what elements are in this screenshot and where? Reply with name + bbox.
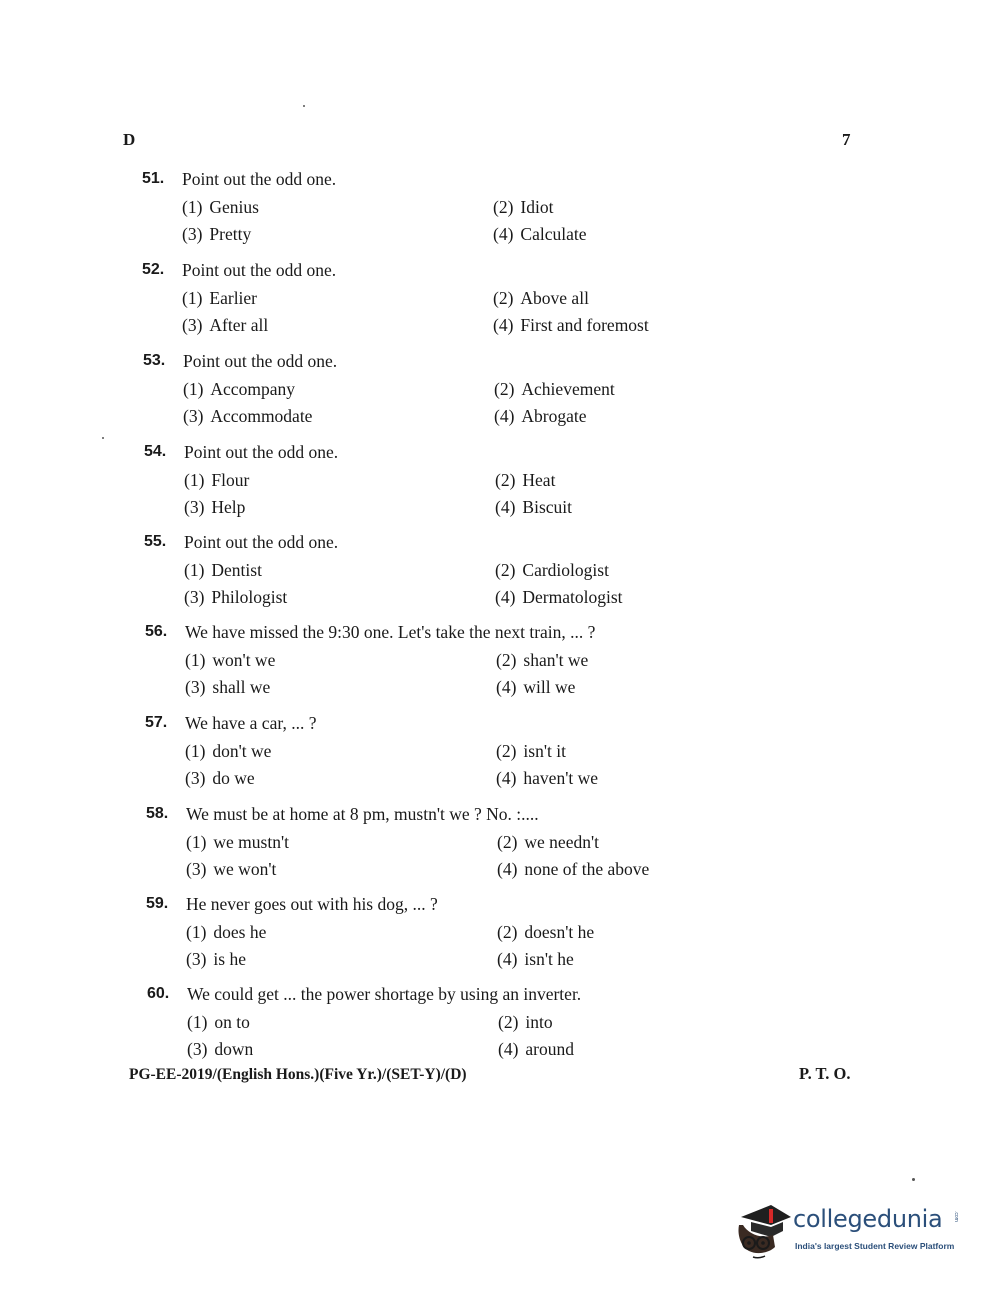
answer-option-1 <box>182 197 259 218</box>
option-number: (1) <box>182 288 203 308</box>
mascot-icon <box>733 1195 795 1261</box>
option-text: we mustn't <box>213 832 289 852</box>
option-text: Dermatologist <box>522 587 623 607</box>
question-text: We have a car, ... ? <box>185 713 317 733</box>
question-58 <box>146 805 846 895</box>
option-text: isn't it <box>523 741 566 761</box>
option-number: (2) <box>496 650 517 670</box>
scan-speck <box>912 1178 915 1181</box>
option-number: (3) <box>182 315 203 335</box>
answer-option-4 <box>493 315 649 336</box>
scan-speck <box>102 437 104 439</box>
option-number: (3) <box>185 677 206 697</box>
option-text: down <box>214 1039 254 1059</box>
option-text: we won't <box>213 859 277 879</box>
option-number: (4) <box>497 949 518 969</box>
answer-option-1 <box>184 470 249 491</box>
answer-option-3 <box>186 949 246 970</box>
option-number: (4) <box>496 677 517 697</box>
question-51 <box>142 170 842 260</box>
option-number: (4) <box>495 587 516 607</box>
question-56 <box>145 623 845 713</box>
option-number: (2) <box>495 560 516 580</box>
option-text: Accommodate <box>210 406 313 426</box>
option-number: (3) <box>186 859 207 879</box>
option-number: (2) <box>498 1012 519 1032</box>
answer-option-2 <box>493 197 553 218</box>
option-number: (2) <box>494 379 515 399</box>
answer-option-2 <box>495 560 609 581</box>
question-number: 51. <box>142 170 165 187</box>
answer-option-3 <box>185 768 255 789</box>
question-60 <box>147 985 847 1075</box>
option-text: First and foremost <box>520 315 649 335</box>
option-number: (2) <box>497 832 518 852</box>
option-number: (1) <box>187 1012 208 1032</box>
answer-option-4 <box>495 587 623 608</box>
option-number: (2) <box>496 741 517 761</box>
answer-option-4 <box>493 224 586 245</box>
answer-option-3 <box>182 315 268 336</box>
option-text: Philologist <box>211 587 288 607</box>
scan-speck <box>303 105 305 107</box>
question-text: We must be at home at 8 pm, mustn't we ? No. :.... <box>186 804 539 824</box>
answer-option-4 <box>496 768 598 789</box>
question-text: We have missed the 9:30 one. Let's take the next train, ... ? <box>185 622 596 642</box>
question-54 <box>144 443 844 533</box>
option-number: (3) <box>185 768 206 788</box>
question-52 <box>142 261 842 351</box>
option-text: Help <box>211 497 246 517</box>
option-number: (3) <box>183 406 204 426</box>
option-number: (1) <box>184 470 205 490</box>
option-text: we needn't <box>524 832 599 852</box>
answer-option-3 <box>184 497 245 518</box>
option-text: Pretty <box>209 224 252 244</box>
answer-option-4 <box>494 406 587 427</box>
option-number: (4) <box>493 315 514 335</box>
answer-option-2 <box>496 741 566 762</box>
option-text: shall we <box>212 677 271 697</box>
question-number: 55. <box>144 533 167 550</box>
answer-option-1 <box>187 1012 250 1033</box>
answer-option-4 <box>495 497 572 518</box>
option-text: don't we <box>212 741 272 761</box>
option-number: (2) <box>495 470 516 490</box>
question-57 <box>145 714 845 804</box>
option-number: (4) <box>498 1039 519 1059</box>
option-number: (2) <box>497 922 518 942</box>
option-number: (4) <box>495 497 516 517</box>
option-text: does he <box>213 922 267 942</box>
answer-option-4 <box>497 949 574 970</box>
question-number: 58. <box>146 805 169 822</box>
option-number: (1) <box>183 379 204 399</box>
question-text: Point out the odd one. <box>182 169 337 189</box>
question-number: 56. <box>145 623 168 640</box>
option-text: is he <box>213 949 246 969</box>
option-text: doesn't he <box>524 922 595 942</box>
question-text: He never goes out with his dog, ... ? <box>186 894 438 914</box>
question-53 <box>143 352 843 442</box>
option-number: (3) <box>184 497 205 517</box>
option-number: (2) <box>493 288 514 308</box>
answer-option-1 <box>184 560 262 581</box>
answer-option-3 <box>185 677 270 698</box>
option-number: (2) <box>493 197 514 217</box>
page-number: 7 <box>842 130 851 149</box>
option-text: Biscuit <box>522 497 572 517</box>
option-text: Achievement <box>521 379 615 399</box>
question-number: 60. <box>147 985 170 1002</box>
answer-option-3 <box>182 224 251 245</box>
question-59 <box>146 895 846 985</box>
option-text: Genius <box>209 197 259 217</box>
option-number: (4) <box>496 768 517 788</box>
answer-option-3 <box>184 587 287 608</box>
answer-option-1 <box>185 741 271 762</box>
answer-option-1 <box>182 288 257 309</box>
collegedunia-watermark <box>733 1195 963 1265</box>
option-number: (4) <box>493 224 514 244</box>
option-text: Cardiologist <box>522 560 609 580</box>
answer-option-1 <box>186 922 266 943</box>
brand-name: collegedunia <box>793 1205 943 1233</box>
option-text: Flour <box>211 470 250 490</box>
option-text: Accompany <box>210 379 295 399</box>
option-number: (1) <box>184 560 205 580</box>
option-text: Earlier <box>209 288 258 308</box>
answer-option-3 <box>186 859 276 880</box>
option-text: Idiot <box>520 197 554 217</box>
option-text: shan't we <box>523 650 589 670</box>
brand-tagline: India's largest Student Review Platform <box>795 1241 955 1251</box>
answer-option-1 <box>186 832 289 853</box>
option-text: Calculate <box>520 224 587 244</box>
option-text: Heat <box>522 470 556 490</box>
answer-option-2 <box>494 379 615 400</box>
option-text: haven't we <box>523 768 598 788</box>
option-text: around <box>525 1039 575 1059</box>
option-text: do we <box>212 768 255 788</box>
set-letter: D <box>123 130 136 149</box>
answer-option-2 <box>493 288 589 309</box>
answer-option-4 <box>497 859 649 880</box>
option-text: Above all <box>520 288 589 308</box>
answer-option-2 <box>498 1012 553 1033</box>
answer-option-1 <box>185 650 275 671</box>
option-number: (3) <box>187 1039 208 1059</box>
answer-option-3 <box>183 406 312 427</box>
answer-option-3 <box>187 1039 253 1060</box>
question-text: Point out the odd one. <box>182 260 337 280</box>
option-text: Dentist <box>211 560 262 580</box>
answer-option-2 <box>497 832 599 853</box>
question-text: Point out the odd one. <box>184 442 339 462</box>
option-number: (1) <box>186 832 207 852</box>
option-text: will we <box>523 677 576 697</box>
option-number: (3) <box>182 224 203 244</box>
answer-option-2 <box>496 650 588 671</box>
paper-code: PG-EE-2019/(English Hons.)(Five Yr.)/(SET-Y)/(D) <box>129 1066 467 1083</box>
question-text: Point out the odd one. <box>184 532 339 552</box>
question-number: 57. <box>145 714 168 731</box>
question-number: 53. <box>143 352 166 369</box>
brand-suffix: .com <box>953 1211 959 1222</box>
option-text: Abrogate <box>521 406 587 426</box>
option-text: won't we <box>212 650 276 670</box>
option-text: isn't he <box>524 949 574 969</box>
answer-option-4 <box>498 1039 574 1060</box>
pto-label: P. T. O. <box>799 1064 851 1083</box>
question-number: 59. <box>146 895 169 912</box>
answer-option-1 <box>183 379 295 400</box>
option-text: After all <box>209 315 269 335</box>
question-55 <box>144 533 844 623</box>
question-text: We could get ... the power shortage by using an inverter. <box>187 984 582 1004</box>
option-number: (4) <box>494 406 515 426</box>
answer-option-2 <box>495 470 555 491</box>
option-number: (1) <box>185 650 206 670</box>
option-number: (4) <box>497 859 518 879</box>
option-text: none of the above <box>524 859 650 879</box>
option-text: on to <box>214 1012 250 1032</box>
answer-option-2 <box>497 922 594 943</box>
option-number: (3) <box>186 949 207 969</box>
option-text: into <box>525 1012 553 1032</box>
option-number: (3) <box>184 587 205 607</box>
answer-option-4 <box>496 677 575 698</box>
option-number: (1) <box>182 197 203 217</box>
question-text: Point out the odd one. <box>183 351 338 371</box>
option-number: (1) <box>186 922 207 942</box>
question-number: 54. <box>144 443 167 460</box>
option-number: (1) <box>185 741 206 761</box>
question-number: 52. <box>142 261 165 278</box>
